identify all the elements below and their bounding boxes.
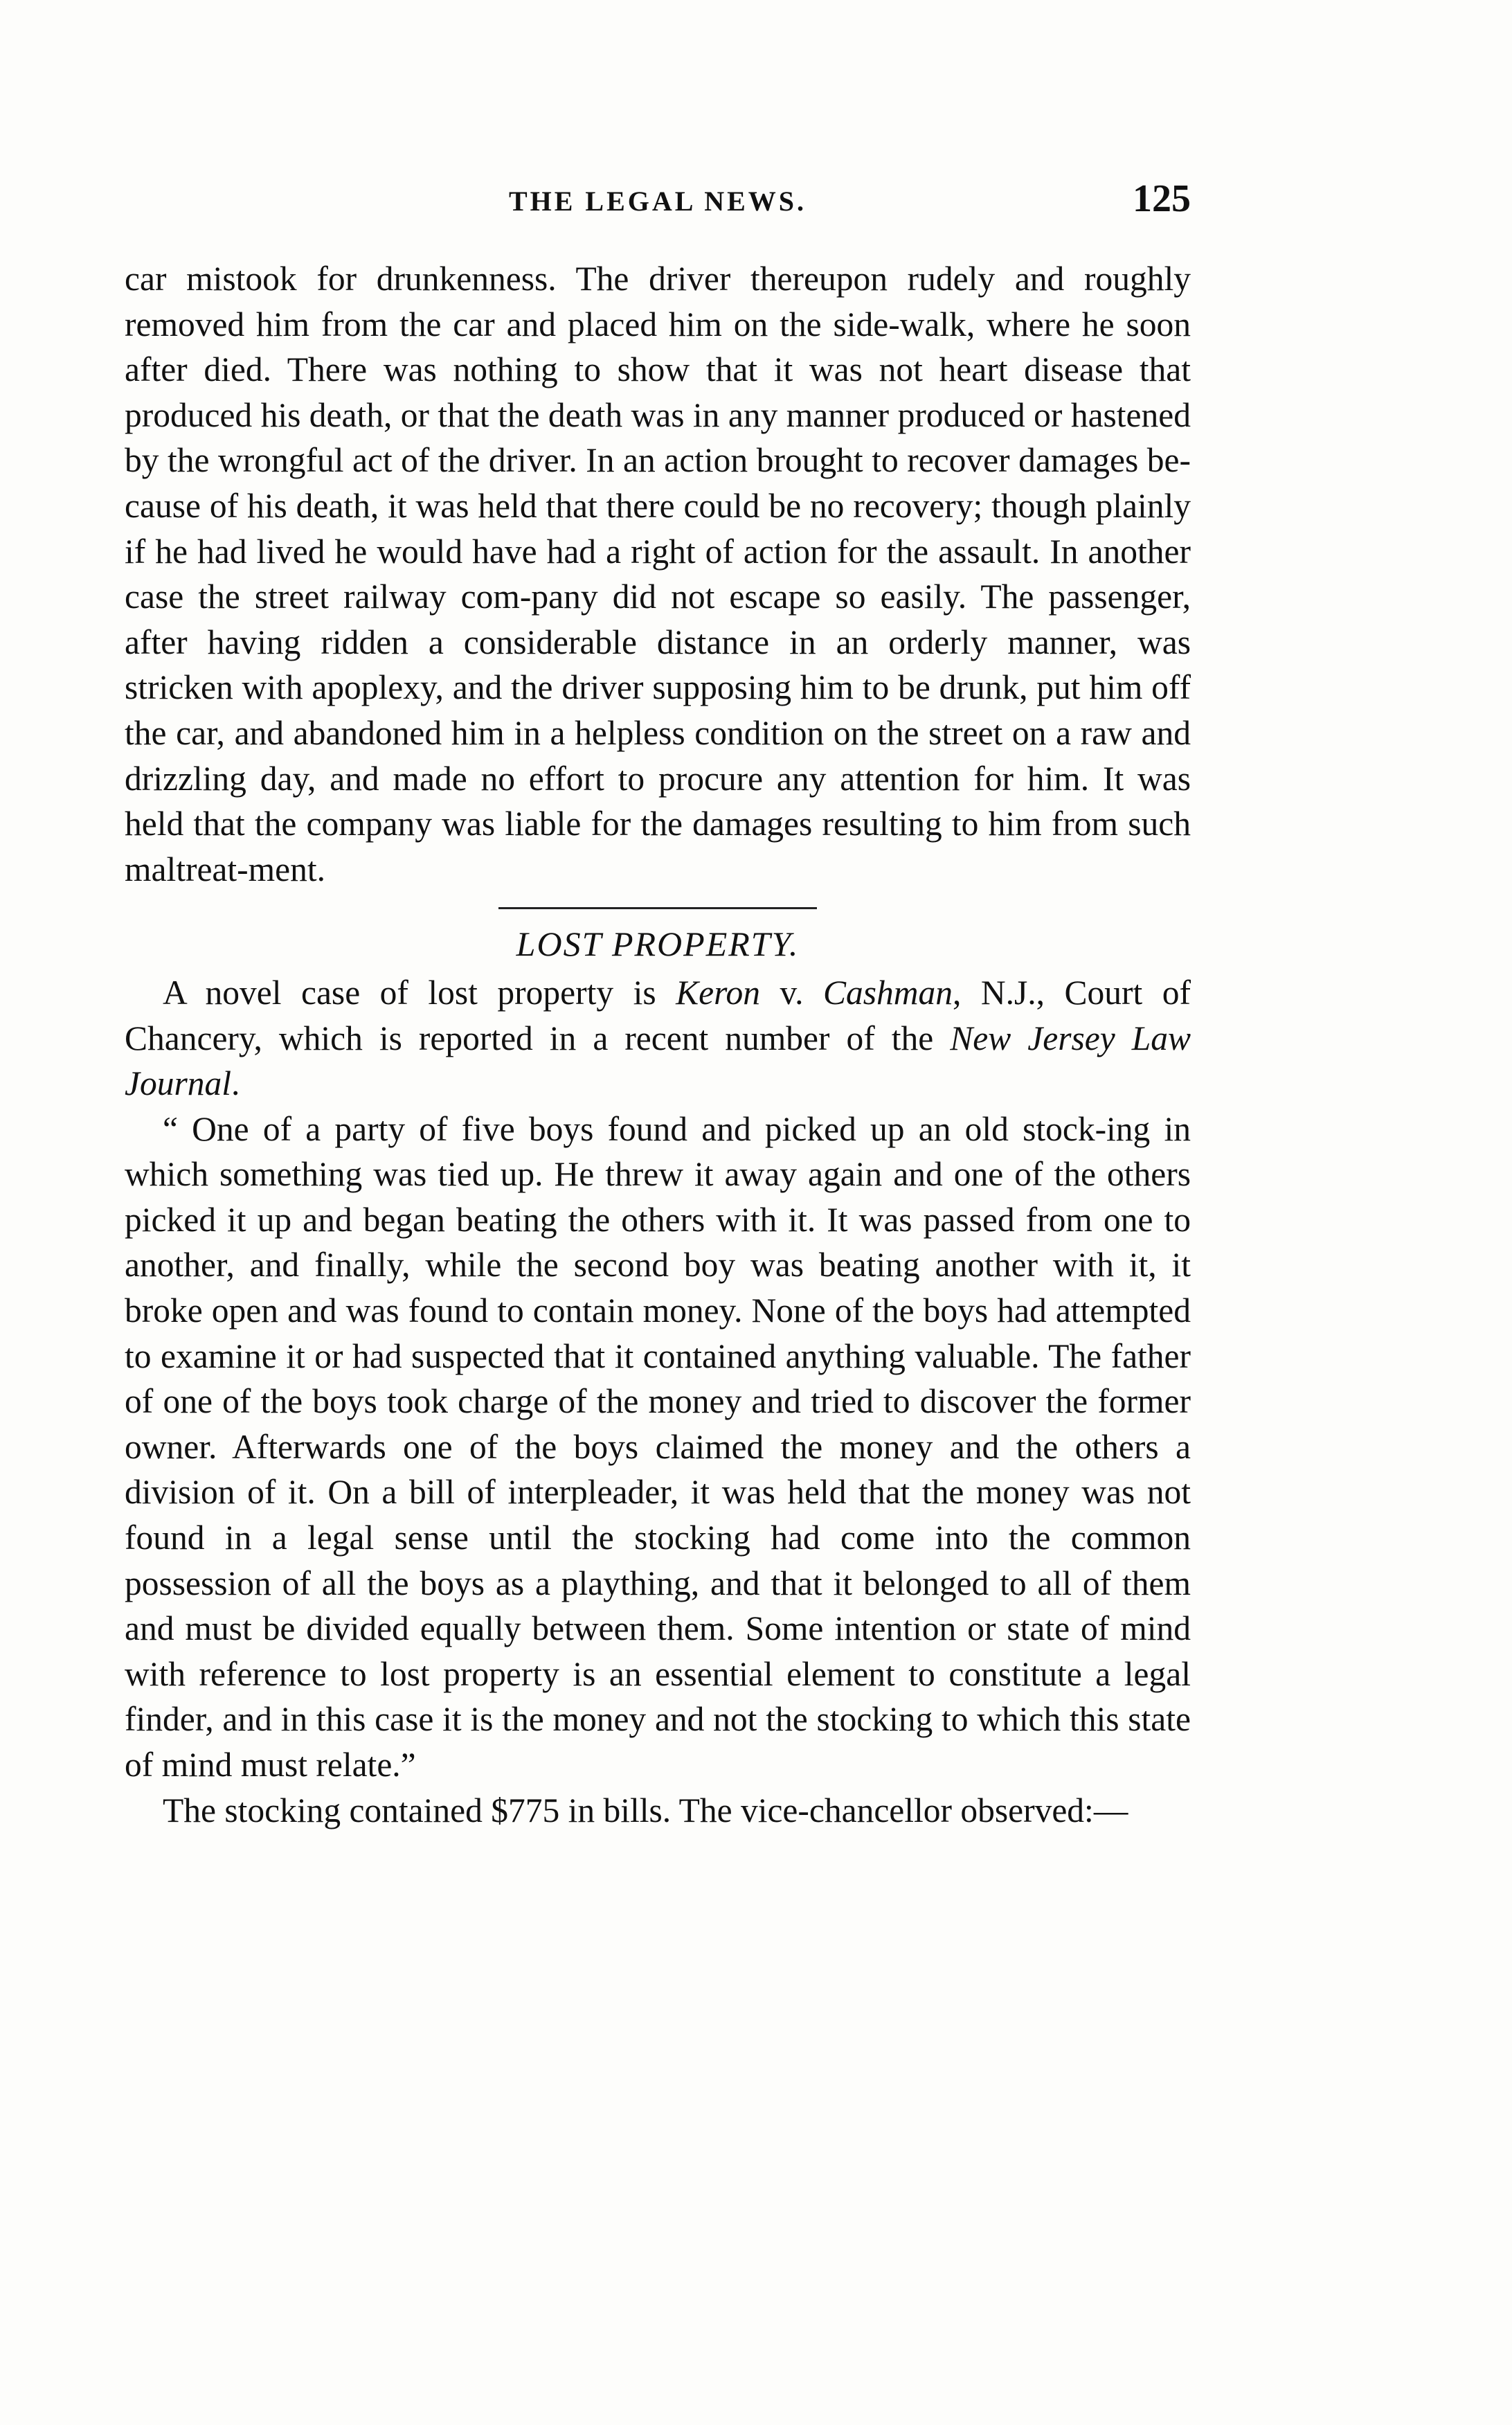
journal-name: New Jersey Law Journal: [125, 1019, 1191, 1103]
case-name-plaintiff: Keron: [676, 973, 761, 1012]
quoted-paragraph: “ One of a party of five boys found and picked up an old stock-ing in which something was tied up. He threw it away again and one of the others picked it up and began beating the others with it. It was passed from one to another, and finally, while the second boy was beating another with it, it broke open and was found to contain money. None of the boys had attempted to examine it or had suspected that it contained anything valuable. The father of one of the boys took charge of the money and tried to discover the former owner. Afterwards one of the boys claimed the money and the others a division of it. On a bill of interpleader, it was held that the money was not found in a legal sense until the stocking had come into the common possession of all the boys as a plaything, and that it belonged to all of them and must be divided equally between them. Some intention or state of mind with reference to lost property is an essential element to constitute a legal finder, and in this case it is the money and not the stocking to which this state of mind must relate.”: [125, 1109, 1191, 1784]
intro-after: .: [231, 1064, 240, 1103]
intro-before: A novel case of lost property is: [163, 973, 676, 1012]
page-header: [125, 177, 1191, 225]
intro-middle: , N.J., Court of Chancery, which is reported in a recent number of the: [125, 973, 1191, 1057]
body-text: [125, 256, 1191, 1833]
continued-paragraph: car mistook for drunkenness. The driver thereupon rudely and roughly removed him from the car and placed him on the side-walk, where he soon after died. There was nothing to show that it was not heart disease that produced his death, or that the death was in any manner produced or hastened by the wrongful act of the driver. In an action brought to recover damages be-cause of his death, it was held that there could be no recovery; though plainly if he had lived he would have had a right of action for the assault. In another case the street railway com-pany did not escape so easily. The passenger, after having ridden a considerable distance in an orderly manner, was stricken with apoplexy, and the driver supposing him to be drunk, put him off the car, and abandoned him in a helpless condition on the street on a raw and drizzling day, and made no effort to procure any attention for him. It was held that the company was liable for the damages resulting to him from such maltreat-ment.: [125, 260, 1191, 888]
section-divider: [498, 907, 817, 909]
case-name-defendant: Cashman: [822, 973, 953, 1012]
intro-paragraph: [125, 970, 1191, 1107]
section-title: LOST PROPERTY.: [516, 924, 800, 964]
intro-versus: v.: [760, 973, 823, 1012]
page-number: 125: [1133, 177, 1191, 220]
running-head: THE LEGAL NEWS.: [508, 186, 807, 217]
closing-paragraph: The stocking contained $775 in bills. The vice-chancellor observed:—: [163, 1791, 1128, 1829]
